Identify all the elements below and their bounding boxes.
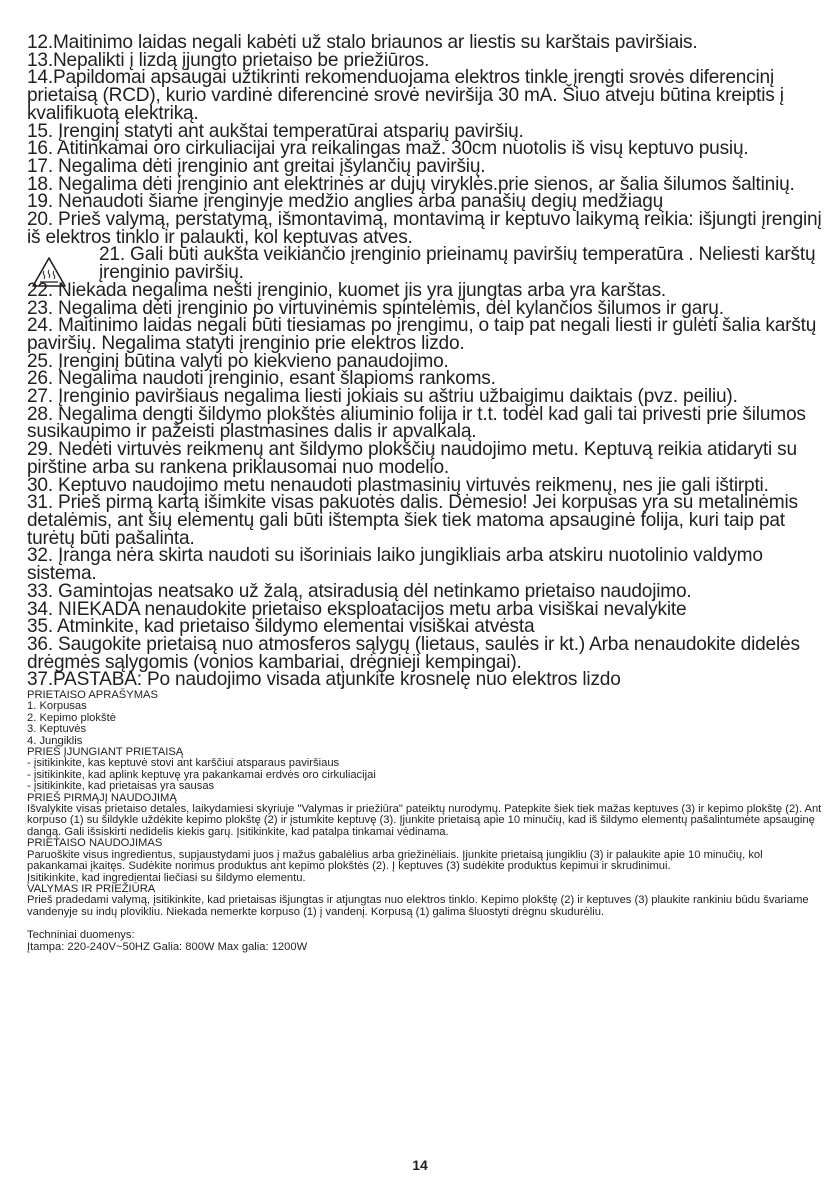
section-heading: PRIEŠ ĮJUNGIANT PRIETAISĄ [27,746,184,759]
hot-surface-icon [31,256,67,288]
instruction-item: 34. NIEKADA nenaudokite prietaiso eksploatacijos metu arba visiškai nevalykite [27,598,687,620]
instruction-item: 20. Prieš valymą, perstatymą, išmontavimą, montavimą ir keptuvo laikymą reikia: išjungti įrenginį iš elektros tinklo ir palaukti, kol keptuvas atves. [27,209,822,248]
part-item: 1. Korpusas [27,700,87,713]
instruction-item: 18. Negalima dėti įrenginio ant elektrinės ar dujų viryklės.prie sienos, ar šalia šilumos šaltinių. [27,173,795,195]
paragraph: Prieš pradedami valymą, įsitikinkite, kad prietaisas išjungtas ir atjungtas nuo elektros tinklo. Kepimo plokštę (2) ir keptuves (3) plaukite rankiniu būdu švariame vandenyje su indų plovikliu. Niekada nemerkte korpuso (1) į vandenį. Korpusą (1) galima šluostyti drėgnu skudurėliu. [27,894,809,918]
paragraph: Paruoškite visus ingredientus, supjaustydami juos į mažus gabalėlius arba griežinėliais. Įjunkite prietaisą jungikliu (3) ir palaukite apie 10 minučių, kol pakankamai įkaitęs. Sudėkite norimus produktus ant kepimo plokštės (2). Į keptuves (3) sudėkite produktus kepimui ir skrudinimui. [27,848,763,873]
instruction-item: 24. Maitinimo laidas negali būti tiesiamas po įrengimu, o taip pat negali liesti ir gulėti šalia karštų paviršių. Negalima statyti įrenginio prie elektros lizdo. [27,315,817,354]
section-heading: PRIETAISO APRAŠYMAS [27,689,158,702]
instruction-item: 37.PASTABA: Po naudojimo visada atjunkite krosnelę nuo elektros lizdo [27,669,621,691]
warning-text: 21. Gali būti aukšta veikiančio įrenginio prieinamų paviršių temperatūra . Neliesti karštų įrenginio paviršių. [99,244,816,284]
part-item: 4. Jungiklis [27,734,83,747]
section-heading: PRIEŠ PIRMĄJĮ NAUDOJIMĄ [27,791,177,804]
part-item: 3. Keptuvės [27,723,87,736]
page-number: 14 [412,1157,428,1173]
instruction-item: 31. Prieš pirmą kartą išimkite visas pakuotės dalis. Dėmesio! Jei korpusas yra su metalinėmis detalėmis, ant šių elementų gali būti ištempta šiek tiek matoma apsauginė folija, kuri taip pat turėtų būti pašalinta. [27,492,798,549]
paragraph: Įsitikinkite, kad ingredientai liečiasi su šildymo elementu. [27,871,306,884]
instruction-item: 13.Nepalikti į lizdą įjungto prietaiso be priežiūros. [27,49,430,71]
checklist-item: - įsitikinkite, kas keptuvė stovi ant karščiui atsparaus paviršiaus [27,757,340,770]
paragraph: Išvalykite visas prietaiso detales, laikydamiesi skyriuje "Valymas ir priežiūra" pateiktų nurodymų. Patepkite šiek tiek mažas keptuves (3) ir kepimo plokštę (2). Ant korpuso (1) su šildykle uždėkite kepimo plokštę (2) ir įstumkite keptuvę (3). Įjunkite prietaisą apie 10 minučių, kad iš šildymo elementų pašalintumėte apsauginę dangą. Gali išsiskirti nedidelis kiekis garų. Įsitikinkite, kad patalpa tinkamai vėdinama. [27,803,822,838]
instruction-item: 32. Įranga nėra skirta naudoti su išoriniais laiko jungikliais arba atskiru nuotolinio valdymo sistema. [27,545,763,585]
section-heading: VALYMAS IR PRIEŽIŪRA [27,882,156,895]
tech-data-title: Techniniai duomenys: [27,929,135,942]
checklist-item: - įsitikinkite, kad aplink keptuvę yra pakankamai erdvės oro cirkuliacijai [27,768,376,781]
instruction-item: 19. Nenaudoti šiame įrenginyje medžio anglies arba panašių degių medžiagų [27,191,664,213]
instruction-item: 22. Niekada negalima nešti įrenginio, kuomet jis yra įjungtas arba yra karštas. [27,279,667,301]
instruction-item: 14.Papildomai apsaugai užtikrinti rekomenduojama elektros tinkle įrengti srovės diferencinį prietaisą (RCD), kurio vardinė diferencinė srovė neviršija 30 mA. Šiuo atveju būtina kreiptis į kvalifikuotą elektriką. [27,67,784,124]
instruction-item: 29. Nedėti virtuvės reikmenų ant šildymo plokščių naudojimo metu. Keptuvą reikia atidaryti su pirštine arba su rankena priklausomai nuo modelio. [27,439,797,478]
part-item: 2. Kepimo plokštė [27,711,116,724]
instruction-item: 25. Įrenginį būtina valyti po kiekvieno panaudojimo. [27,350,449,372]
hot-surface-warning [27,244,823,284]
product-details [27,690,823,953]
instruction-item: 16. Atitinkamai oro cirkuliacijai yra reikalingas mаž. 30cm nuotolis iš visų keptuvo pusių. [27,138,749,160]
instruction-item: 26. Negalima naudoti įrenginio, esant šlapioms rankoms. [27,368,496,390]
manual-page [27,34,823,953]
instruction-item: 17. Negalima dėti įrenginio ant greitai įšylančių paviršių. [27,155,486,177]
instruction-item: 27. Įrenginio paviršiaus negalima liesti jokiais su aštriu užbaigimu daiktais (pvz. peiliu). [27,386,738,408]
instruction-item: 35. Atminkite, kad prietaiso šildymo elementai visiškai atvėsta [27,616,535,638]
checklist-item: - įsitikinkite, kad prietaisas yra sausas [27,780,215,793]
instruction-item: 15. Įrenginį statyti ant aukštai temperatūrai atsparių paviršių. [27,120,524,142]
instruction-item: 36. Saugokite prietaisą nuo atmosferos sąlygų (lietaus, saulės ir kt.) Arba nenaudokite didelės drėgmės sąlygomis (vonios kambariai, drėgnieji kempingai). [27,633,800,673]
instruction-item: 12.Maitinimo laidas negali kabėti už stalo briaunos ar liestis su karštais paviršiais. [27,32,698,53]
tech-data-spec: Įtampa: 220-240V~50HZ Galia: 800W Max galia: 1200W [27,940,308,953]
instruction-item: 33. Gamintojas neatsako už žalą, atsiradusią dėl netinkamo prietaiso naudojimo. [27,580,692,602]
section-heading: PRIETAISO NAUDOJIMAS [27,837,163,850]
instruction-item: 28. Negalima dengti šildymo plokštės aliuminio folija ir t.t. todėl kad gali tai privesti prie šilumos susikaupimo ir pažeisti plastmasines dalis ir apvalkalą. [27,403,806,443]
safety-instructions [27,34,823,689]
instruction-item: 30. Keptuvo naudojimo metu nenaudoti plastmasinių virtuvės reikmenų, nes jie gali ištirpti. [27,474,769,496]
instruction-item: 23. Negalima dėti įrenginio po virtuvinėmis spintelėmis, dėl kylančios šilumos ir garų. [27,297,724,319]
